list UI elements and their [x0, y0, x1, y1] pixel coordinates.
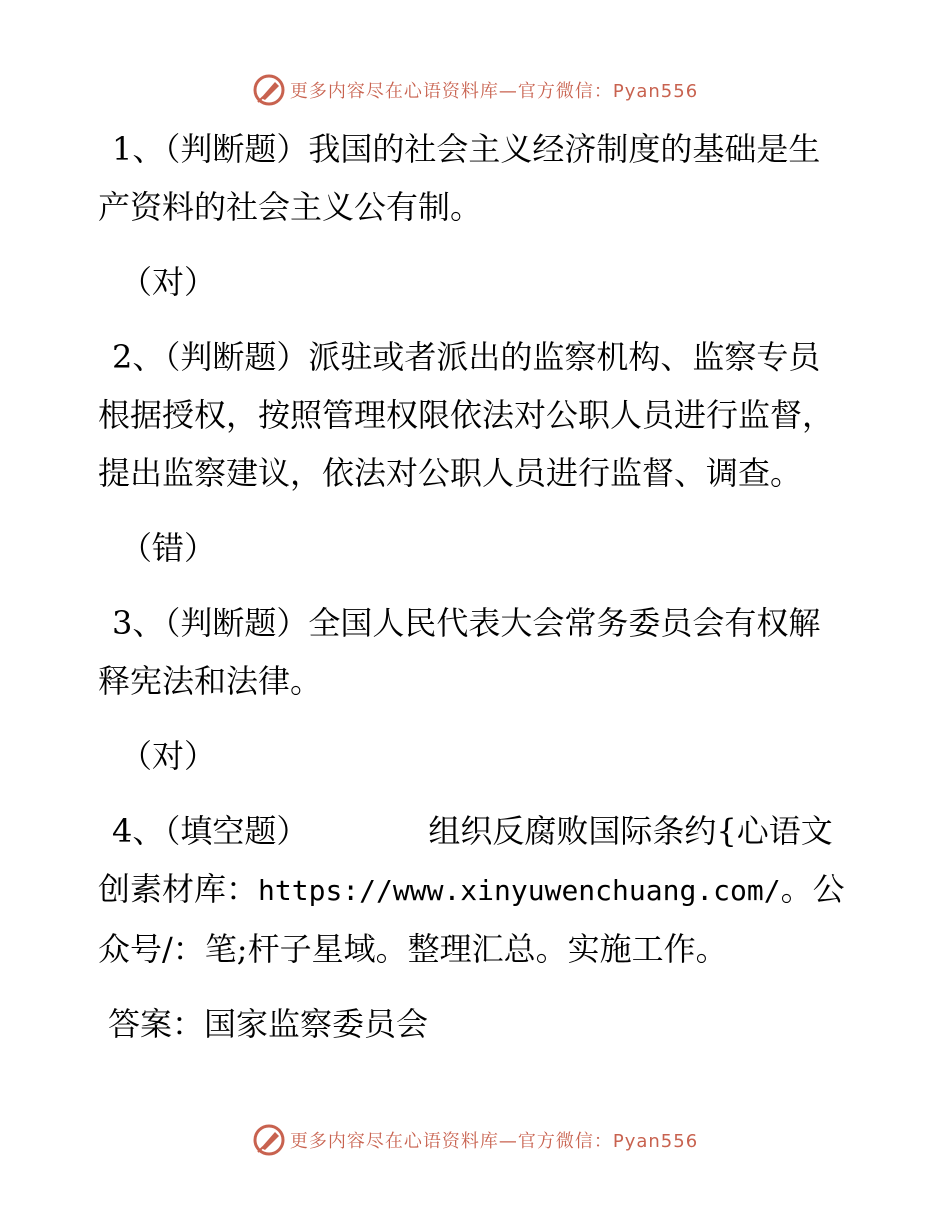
- document-body: [98, 120, 850, 1070]
- answer-1: （对）: [120, 263, 217, 301]
- question-3: 3、（判断题）全国人民代表大会常务委员会有权解释宪法和法律。: [98, 604, 821, 700]
- question-1: 1、（判断题）我国的社会主义经济制度的基础是生产资料的社会主义公有制。: [98, 130, 821, 226]
- answer-2: （错）: [120, 529, 217, 567]
- watermark-text: 更多内容尽在心语资料库—官方微信：Pyan556: [289, 1131, 699, 1152]
- question-4-url: https://www.xinyuwenchuang.com/: [258, 874, 781, 907]
- answer-4: 答案：国家监察委员会: [108, 1005, 429, 1043]
- watermark-text: 更多内容尽在心语资料库—官方微信：Pyan556: [289, 81, 699, 102]
- question-4: [98, 802, 850, 978]
- pen-logo-icon: [252, 73, 286, 107]
- question-4-body-b: 。公众号/：笔;杆子星域。整理汇总。实施工作。: [98, 870, 845, 968]
- question-2: 2、（判断题）派驻或者派出的监察机构、监察专员根据授权，按照管理权限依法对公职人员进行监督，提出监察建议，依法对公职人员进行监督、调查。: [98, 338, 835, 492]
- answer-3: （对）: [120, 737, 217, 775]
- pen-logo-icon: [252, 1123, 286, 1157]
- question-4-prefix: 4、（填空题）: [112, 812, 309, 850]
- question-4-body-a: 组织反腐败国际条约{心语文创素材库：: [98, 812, 833, 908]
- watermark-banner-top: [0, 70, 950, 110]
- watermark-banner-bottom: [0, 1120, 950, 1160]
